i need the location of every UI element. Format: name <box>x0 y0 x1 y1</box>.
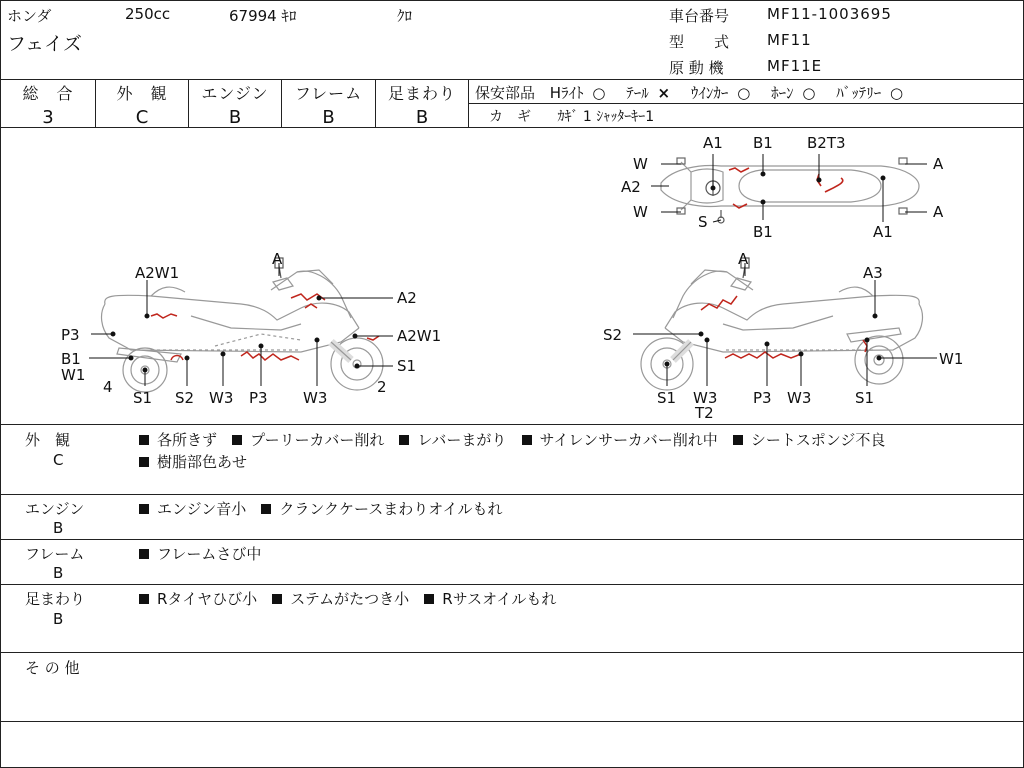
frame-notes <box>139 543 271 564</box>
damage-diagram <box>1 128 1023 424</box>
diagram-label: 2 <box>377 378 387 396</box>
grade-suspension <box>376 79 469 127</box>
diagram-label: W1 <box>939 350 964 368</box>
grade-value: 3 <box>42 107 54 128</box>
diagram-label: P3 <box>753 389 772 407</box>
diagram-label: B1 <box>753 134 773 152</box>
diagram-label: A2 <box>397 289 417 307</box>
note: エンジン音小 <box>157 500 247 518</box>
section-grade-exterior: C <box>53 451 64 469</box>
safety-item-headlight: Hﾗｲﾄ <box>549 84 584 102</box>
diagram-label: S1 <box>657 389 677 407</box>
type-value: MF11 <box>767 31 812 49</box>
exterior-notes-line2 <box>139 451 257 472</box>
diagram-label: A2W1 <box>135 264 180 282</box>
safety-label: 保安部品 <box>475 84 536 102</box>
engine-value: MF11E <box>767 57 823 75</box>
bullet-icon <box>733 435 743 445</box>
diagram-label: A2W1 <box>397 327 442 345</box>
grade-value: C <box>135 107 149 128</box>
note: ステムがたつき小 <box>290 590 410 608</box>
safety-mark: ○ <box>737 84 751 102</box>
note: クランクケースまわりオイルもれ <box>279 500 503 518</box>
maker: ホンダ <box>7 7 52 25</box>
bullet-icon <box>139 457 149 467</box>
top-view-labels <box>621 134 944 241</box>
grade-value: B <box>415 107 429 128</box>
diagram-label: A <box>272 250 283 268</box>
divider <box>1 539 1023 540</box>
bullet-icon <box>261 504 271 514</box>
safety-item-tail: ﾃｰﾙ <box>626 84 649 102</box>
bullet-icon <box>139 549 149 559</box>
diagram-label: W3 <box>693 389 718 407</box>
bullet-icon <box>424 594 434 604</box>
diagram-label: S2 <box>603 326 623 344</box>
type-label: 型 式 <box>669 33 730 51</box>
grade-frame <box>282 79 376 127</box>
bullet-icon <box>232 435 242 445</box>
safety-item-battery: ﾊﾞｯﾃﾘｰ <box>836 84 882 102</box>
diagram-label: A3 <box>863 264 883 282</box>
grade-engine <box>189 79 282 127</box>
grade-label: エンジン <box>201 84 269 103</box>
section-label-exterior: 外 観 <box>25 431 71 449</box>
diagram-label: B1 <box>61 350 81 368</box>
divider <box>1 652 1023 653</box>
bullet-icon <box>139 504 149 514</box>
note: 各所きず <box>157 431 218 449</box>
divider <box>1 494 1023 495</box>
diagram-label: S <box>698 213 708 231</box>
safety-item-winker: ｳｲﾝｶｰ <box>690 84 729 102</box>
diagram-label: A1 <box>703 134 723 152</box>
note: Rサスオイルもれ <box>442 590 557 608</box>
mileage: 67994 ｷﾛ <box>229 7 297 25</box>
section-grade-frame: B <box>53 564 64 582</box>
diagram-label: P3 <box>61 326 80 344</box>
diagram-label: A2 <box>621 178 641 196</box>
bullet-icon <box>272 594 282 604</box>
diagram-label: A <box>738 250 749 268</box>
section-label-suspension: 足まわり <box>25 590 86 608</box>
diagram-label: A <box>933 203 944 221</box>
grade-value: B <box>322 107 335 128</box>
safety-mark: × <box>657 84 671 102</box>
diagram-label: W <box>633 203 648 221</box>
color: ｸﾛ <box>397 7 413 25</box>
note: プーリーカバー削れ <box>250 431 385 449</box>
note: フレームさび中 <box>157 545 262 563</box>
diagram-label: S2 <box>175 389 195 407</box>
grade-exterior <box>96 79 189 127</box>
engine-notes <box>139 498 513 519</box>
bullet-icon <box>139 435 149 445</box>
diagram-label: 4 <box>103 378 113 396</box>
section-grade-suspension: B <box>53 610 64 628</box>
diagram-label: B1 <box>753 223 773 241</box>
diagram-label: B2T3 <box>807 134 846 152</box>
key-label: カ ギ <box>489 109 531 125</box>
divider <box>469 103 1023 104</box>
diagram-label: S1 <box>397 357 417 375</box>
key-value: ｶｷﾞ 1 ｼｬｯﾀｰｷｰ1 <box>557 109 655 125</box>
grade-value: B <box>228 107 242 128</box>
frame-no: MF11-1003695 <box>767 5 892 23</box>
diagram-label: A1 <box>873 223 893 241</box>
safety-item-horn: ﾎｰﾝ <box>771 84 794 102</box>
diagram-label: W3 <box>303 389 328 407</box>
diagram-label: W3 <box>209 389 234 407</box>
safety-row <box>475 82 903 103</box>
diagram-label: W <box>633 155 648 173</box>
grade-label: 足まわり <box>387 84 456 103</box>
grade-label: 外 観 <box>116 84 168 103</box>
section-label-engine: エンジン <box>25 500 85 518</box>
model-name: フェイズ <box>7 33 82 55</box>
displacement: 250cc <box>125 5 171 23</box>
engine-label: 原 動 機 <box>669 59 724 77</box>
frame-no-label: 車台番号 <box>669 7 730 25</box>
note: 樹脂部色あせ <box>157 453 248 471</box>
grade-label: フレーム <box>294 84 363 103</box>
exterior-notes-line1 <box>139 429 895 450</box>
suspension-notes <box>139 588 566 609</box>
safety-mark: ○ <box>802 84 816 102</box>
safety-mark: ○ <box>890 84 904 102</box>
diagram-label: S1 <box>855 389 875 407</box>
section-label-frame: フレーム <box>25 545 85 563</box>
note: シートスポンジ不良 <box>750 431 886 449</box>
bullet-icon <box>139 594 149 604</box>
note: レバーまがり <box>417 431 507 449</box>
top-view-leaders <box>651 154 927 222</box>
key-row <box>489 106 654 126</box>
grade-label: 総 合 <box>22 84 74 103</box>
divider <box>1 424 1023 425</box>
right-side-damage <box>701 296 867 358</box>
grade-overall <box>1 79 96 127</box>
right-side-labels <box>603 250 963 422</box>
note: Rタイヤひび小 <box>157 590 258 608</box>
diagram-label: A <box>933 155 944 173</box>
note: サイレンサーカバー削れ中 <box>539 431 718 449</box>
safety-mark: ○ <box>592 84 606 102</box>
diagram-label: T2 <box>695 404 714 422</box>
diagram-label: P3 <box>249 389 268 407</box>
bullet-icon <box>522 435 532 445</box>
diagram-label: S1 <box>133 389 153 407</box>
divider <box>1 721 1023 722</box>
bullet-icon <box>399 435 409 445</box>
section-grade-engine: B <box>53 519 64 537</box>
divider <box>1 584 1023 585</box>
section-label-other: そ の 他 <box>25 659 80 677</box>
diagram-label: W3 <box>787 389 812 407</box>
diagram-label: W1 <box>61 366 86 384</box>
